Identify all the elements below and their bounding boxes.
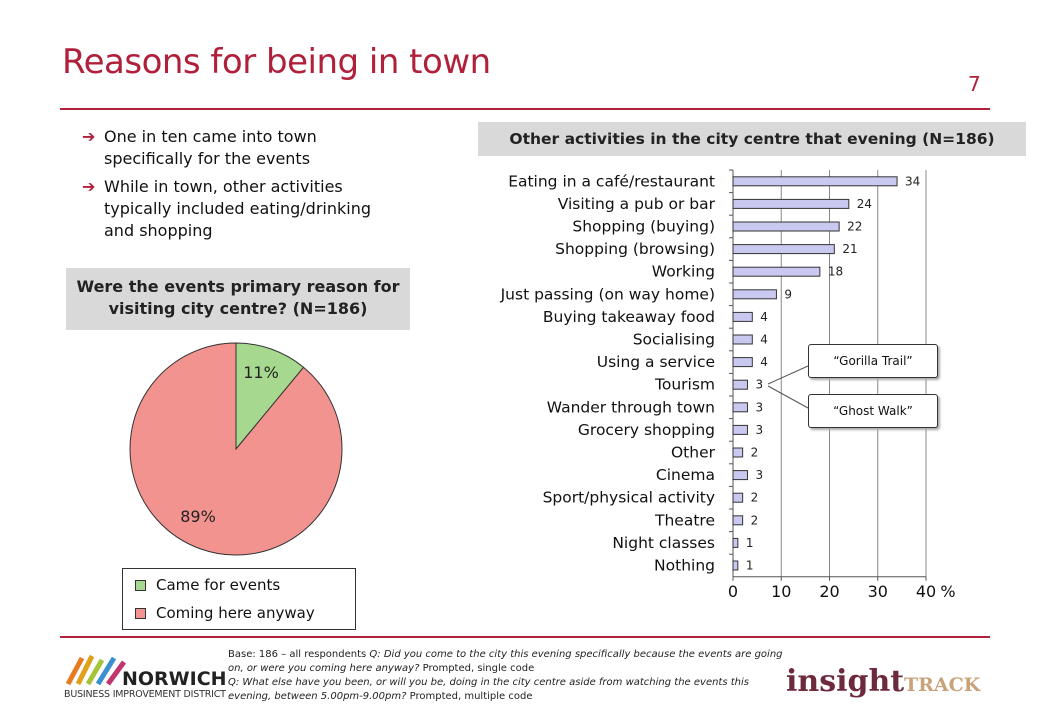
footer-q2: Q: What else have you been, or will you be, doing in the city centre aside from watching the events this evening, between 5.00pm-9.00pm? [228,677,749,702]
x-tick-label: 40 [915,581,937,601]
category-label: Tourism [655,375,715,394]
category-label: Nothing [654,556,715,575]
bar [733,380,747,389]
arrow-icon: ➔ [82,127,96,146]
category-label: Buying takeaway food [542,307,715,326]
category-label: Using a service [596,353,715,372]
data-label: 22 [847,219,863,234]
category-label: Night classes [612,533,715,552]
bar [733,448,743,457]
bar [733,425,747,434]
legend-label: Came for events [156,576,281,594]
category-label: Just passing (on way home) [500,285,715,304]
data-label: 3 [755,377,764,392]
footer-q2-note: Prompted, multiple code [406,691,533,702]
ghost-walk-callout: “Ghost Walk” [808,394,938,428]
data-label: 3 [755,422,764,437]
bar [733,245,834,254]
bar [733,471,747,480]
track-logo-text: TRACK [904,674,981,696]
data-label: 34 [905,174,921,189]
gorilla-trail-callout: “Gorilla Trail” [808,344,938,378]
insight-logo-text: insight [786,664,905,699]
category-label: Grocery shopping [577,420,715,439]
pie-label: 89% [180,507,216,526]
bar [733,222,839,231]
x-tick-label: 30 [867,581,888,601]
norwich-logo-text: NORWICH [122,668,227,690]
data-label: 2 [750,445,759,460]
category-label: Other [670,443,715,462]
callout-leader [768,386,808,408]
data-label: 1 [745,535,754,550]
bar [733,538,738,547]
bar [733,516,743,525]
arrow-icon: ➔ [82,177,96,196]
data-label: 2 [750,490,759,505]
x-tick-label: 0 [727,581,739,601]
bullet-text: While in town, other activities typically included eating/drinking and shopping [104,177,371,240]
x-tick-label: 10 [771,581,792,601]
footer-base: Base: 186 – all respondents [228,649,370,660]
bar [733,199,849,208]
x-axis-unit-label: % [940,581,956,601]
bar [733,267,820,276]
bottom-divider [60,636,990,638]
bar-chart-title: Other activities in the city centre that evening (N=186) [478,122,1026,156]
page-number: 7 [968,72,981,96]
pie-label: 11% [243,363,279,382]
footer-q1: Q: Did you come to the city this evening specifically because the events are going on, or were you coming here anyway? [228,649,783,674]
bar [733,290,776,299]
bullet-text: One in ten came into town specifically for the events [104,127,317,168]
footer-q1-note: Prompted, single code [419,663,535,674]
footer-note [228,648,788,704]
legend-label: Coming here anyway [156,604,315,622]
bar [733,561,738,570]
data-label: 1 [745,558,754,573]
category-label: Eating in a café/restaurant [508,172,715,191]
bar [733,312,752,321]
bar [733,403,747,412]
data-label: 2 [750,513,759,528]
x-tick-label: 20 [819,581,840,601]
category-label: Visiting a pub or bar [557,194,715,213]
data-label: 21 [842,242,858,257]
bar [733,493,743,502]
data-label: 24 [856,196,873,211]
category-label: Shopping (buying) [572,217,715,236]
category-label: Cinema [655,466,715,485]
category-label: Shopping (browsing) [555,240,715,259]
data-label: 18 [827,264,844,279]
data-label: 3 [755,468,764,483]
data-label: 4 [760,332,768,347]
bar [733,335,752,344]
bar [733,358,752,367]
page-title: Reasons for being in town [62,42,491,82]
callout-leader [768,366,808,384]
data-label: 3 [755,400,764,415]
category-label: Sport/physical activity [542,488,715,507]
pie-chart-title: Were the events primary reason for visiting city centre? (N=186) [66,268,410,330]
bar [733,177,897,186]
norwich-logo-subtitle: BUSINESS IMPROVEMENT DISTRICT [64,689,226,700]
category-label: Working [651,262,715,281]
data-label: 4 [760,355,768,370]
data-label: 4 [760,309,768,324]
category-label: Socialising [632,330,715,349]
data-label: 9 [784,287,793,302]
category-label: Wander through town [546,398,715,417]
category-label: Theatre [655,511,715,530]
